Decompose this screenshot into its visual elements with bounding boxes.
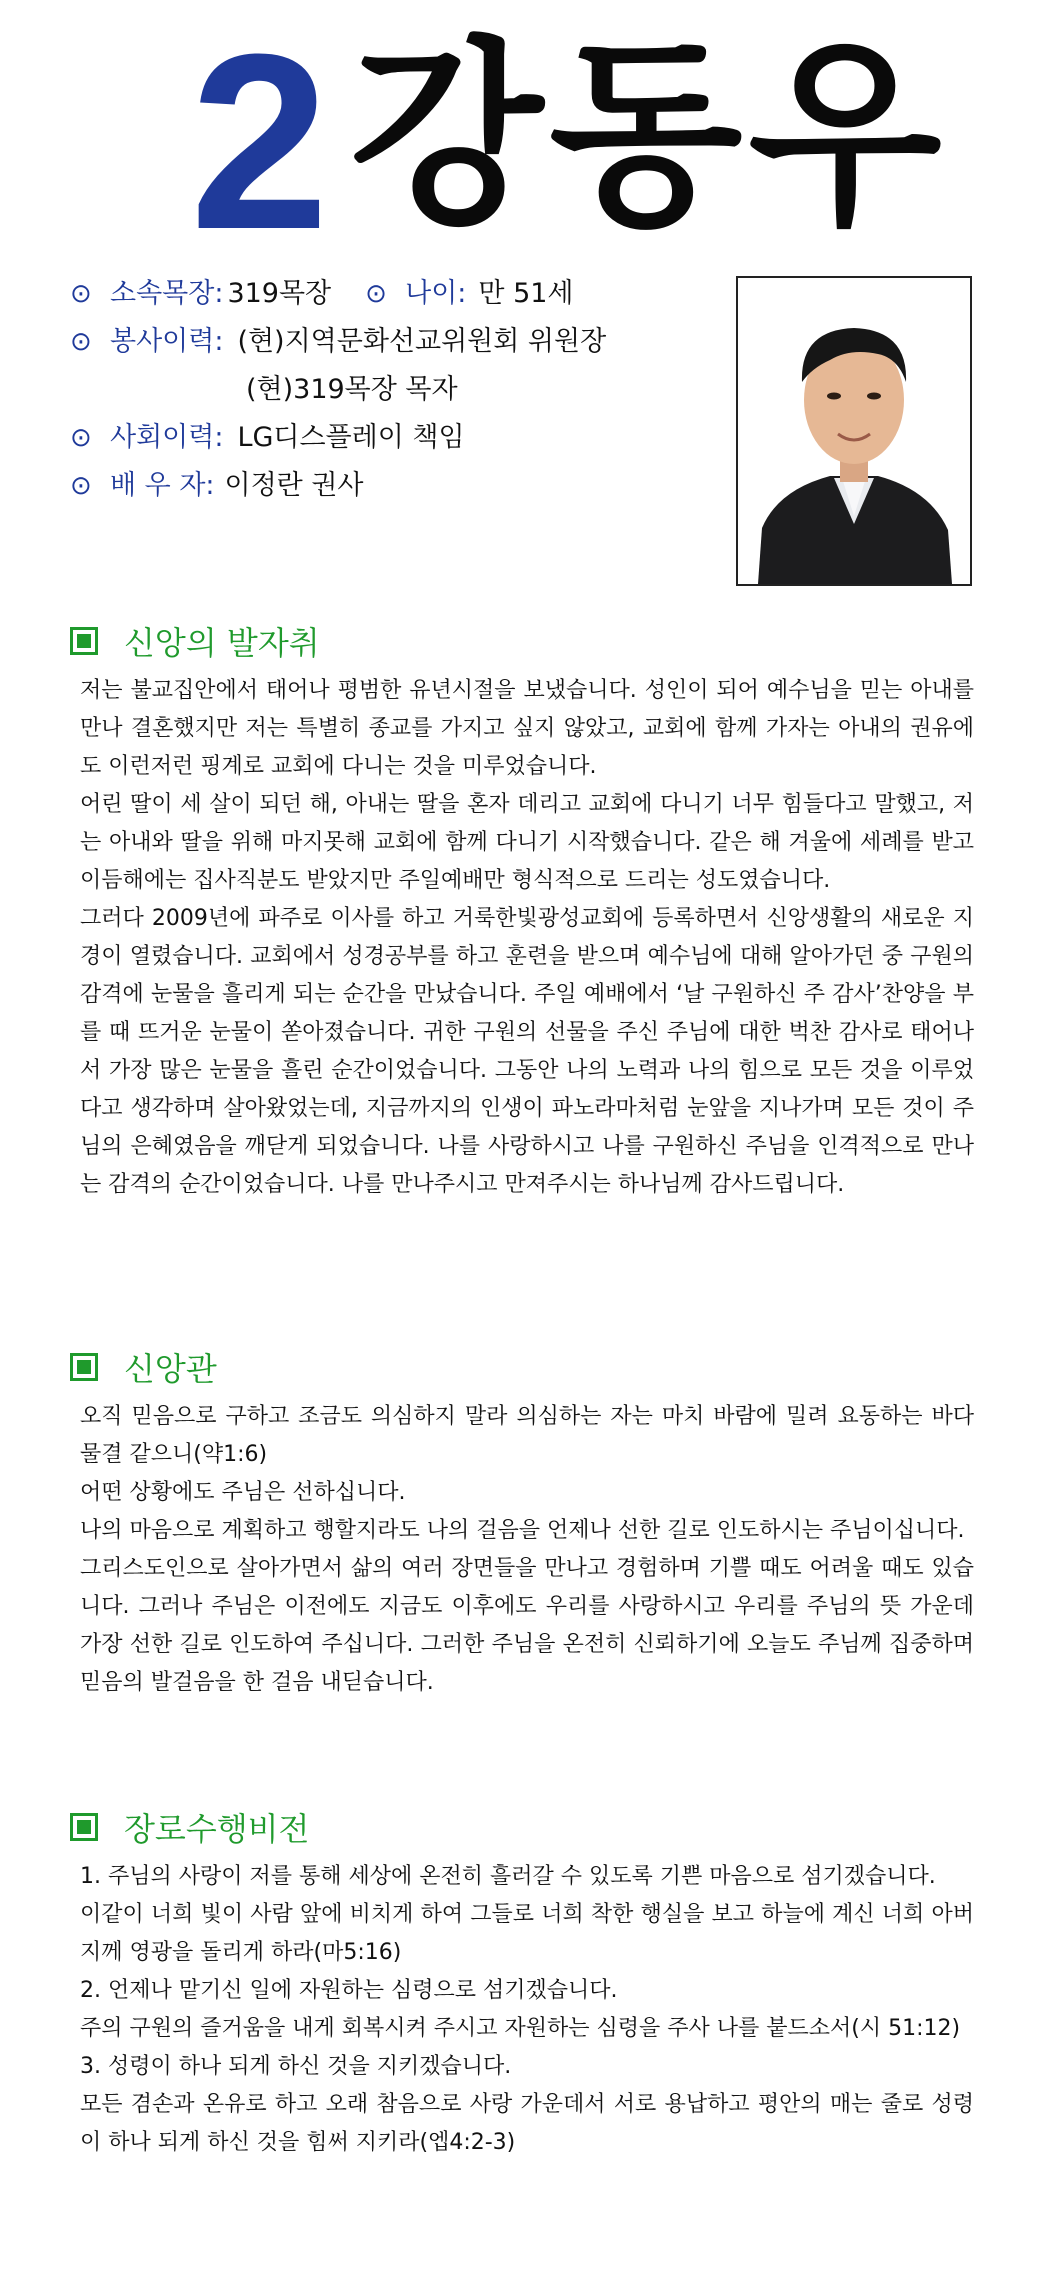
age-value: 만 51세 — [478, 278, 574, 309]
circle-dot-icon: ⊙ — [365, 279, 387, 309]
profile-row-spouse — [70, 462, 710, 510]
paragraph: 나의 마음으로 계획하고 행할지라도 나의 걸음을 언제나 선한 길로 인도하시는 주님이십니다. — [80, 1518, 965, 1543]
paragraph: 오직 믿음으로 구하고 조금도 의심하지 말라 의심하는 자는 마치 바람에 밀려 요동하는 바다 물결 같으니(약1:6) — [80, 1404, 974, 1467]
career-label: 사회이력: — [110, 422, 224, 453]
profile-row-service-continued — [70, 366, 710, 414]
profile-row-service — [70, 318, 710, 366]
portrait-image — [738, 278, 970, 584]
square-bullet-icon — [70, 1353, 98, 1381]
vision-verse: 주의 구원의 즐거움을 내게 회복시켜 주시고 자원하는 심령을 주사 나를 붙드소서(시 51:12) — [80, 2016, 961, 2041]
affiliation-label: 소속목장: — [110, 278, 224, 309]
section-title-text: 신앙관 — [124, 1350, 217, 1388]
service-label: 봉사이력: — [110, 326, 224, 357]
section-title-faith-journey — [70, 618, 320, 664]
profile-photo — [736, 276, 972, 586]
paragraph: 어린 딸이 세 살이 되던 해, 아내는 딸을 혼자 데리고 교회에 다니기 너무 힘들다고 말했고, 저는 아내와 딸을 위해 마지못해 교회에 함께 다니기 시작했습니다. 같은 해 겨울에 세례를 받고 이듬해에는 집사직분도 받았지만 주일예배만 형식적으로 드리는 성도였습니다. — [80, 792, 974, 893]
vision-verse: 모든 겸손과 온유로 하고 오래 참음으로 사랑 가운데서 서로 용납하고 평안의 매는 줄로 성령이 하나 되게 하신 것을 힘써 지키라(엡4:2-3) — [80, 2092, 974, 2155]
square-bullet-icon — [70, 627, 98, 655]
paragraph: 그러다 2009년에 파주로 이사를 하고 거룩한빛광성교회에 등록하면서 신앙생활의 새로운 지경이 열렸습니다. 교회에서 성경공부를 하고 훈련을 받으며 예수님에 대해 알아가던 중 구원의 감격에 눈물을 흘리게 되는 순간을 만났습니다. 주일 예배에서 ‘날 구원하신 주 감사’찬양을 부를 때 뜨거운 눈물이 쏟아졌습니다. 귀한 구원의 선물을 주신 주님에 대한 벅찬 감사로 태어나서 가장 많은 눈물을 흘린 순간이었습니다. 그동안 나의 노력과 나의 힘으로 모든 것을 이루었다고 생각하며 살아왔었는데, 지금까지의 인생이 파노라마처럼 눈앞을 지나가며 모든 것이 주님의 은혜였음을 깨닫게 되었습니다. 나를 사랑하시고 나를 구원하신 주님을 인격적으로 만나는 감격의 순간이었습니다. 나를 만나주시고 만져주시는 하나님께 감사드립니다. — [80, 906, 974, 1197]
vision-verse: 이같이 너희 빛이 사람 앞에 비치게 하여 그들로 너희 착한 행실을 보고 하늘에 계신 너희 아버지께 영광을 돌리게 하라(마5:16) — [80, 1902, 974, 1965]
faith-journey-text — [80, 672, 974, 1204]
vision-item: 3. 성령이 하나 되게 하신 것을 지키겠습니다. — [80, 2054, 512, 2079]
profile-row-career — [70, 414, 710, 462]
affiliation-value: 319목장 — [227, 278, 332, 309]
vision-item: 2. 언제나 맡기신 일에 자원하는 심령으로 섬기겠습니다. — [80, 1978, 618, 2003]
section-title-faith-view — [70, 1344, 217, 1390]
spouse-label: 배 우 자: — [110, 470, 215, 501]
circle-dot-icon: ⊙ — [70, 471, 92, 501]
header — [0, 2, 1054, 281]
section-title-text: 장로수행비전 — [124, 1810, 310, 1848]
faith-view-text — [80, 1398, 974, 1702]
vision-item: 1. 주님의 사랑이 저를 통해 세상에 온전히 흘러갈 수 있도록 기쁜 마음으로 섬기겠습니다. — [80, 1864, 936, 1889]
elder-vision-text — [80, 1858, 974, 2162]
spouse-value: 이정란 권사 — [224, 470, 364, 501]
section-title-text: 신앙의 발자취 — [124, 624, 320, 662]
age-label: 나이: — [405, 278, 467, 309]
profile-row-affiliation-age — [70, 270, 710, 318]
circle-dot-icon: ⊙ — [70, 327, 92, 357]
paragraph: 어떤 상황에도 주님은 선하십니다. — [80, 1480, 406, 1505]
circle-dot-icon: ⊙ — [70, 279, 92, 309]
profile-info — [70, 270, 710, 510]
circle-dot-icon: ⊙ — [70, 423, 92, 453]
square-bullet-icon — [70, 1813, 98, 1841]
paragraph: 그리스도인으로 살아가면서 삶의 여러 장면들을 만나고 경험하며 기쁠 때도 어려울 때도 있습니다. 그러나 주님은 이전에도 지금도 이후에도 우리를 사랑하시고 우리를 주님의 뜻 가운데 가장 선한 길로 인도하여 주십니다. 그러한 주님을 온전히 신뢰하기에 오늘도 주님께 집중하며 믿음의 발걸음을 한 걸음 내딛습니다. — [80, 1556, 974, 1695]
candidate-name: 강동우 — [350, 20, 948, 253]
candidate-number: 2 — [190, 2, 330, 281]
paragraph: 저는 불교집안에서 태어나 평범한 유년시절을 보냈습니다. 성인이 되어 예수님을 믿는 아내를 만나 결혼했지만 저는 특별히 종교를 가지고 싶지 않았고, 교회에 함께 가자는 아내의 권유에도 이런저런 핑계로 교회에 다니는 것을 미루었습니다. — [80, 678, 974, 779]
service-value: (현)지역문화선교위원회 위원장 — [237, 326, 607, 357]
service-value-2: (현)319목장 목자 — [246, 374, 458, 405]
section-title-elder-vision — [70, 1804, 309, 1850]
career-value: LG디스플레이 책임 — [237, 422, 465, 453]
